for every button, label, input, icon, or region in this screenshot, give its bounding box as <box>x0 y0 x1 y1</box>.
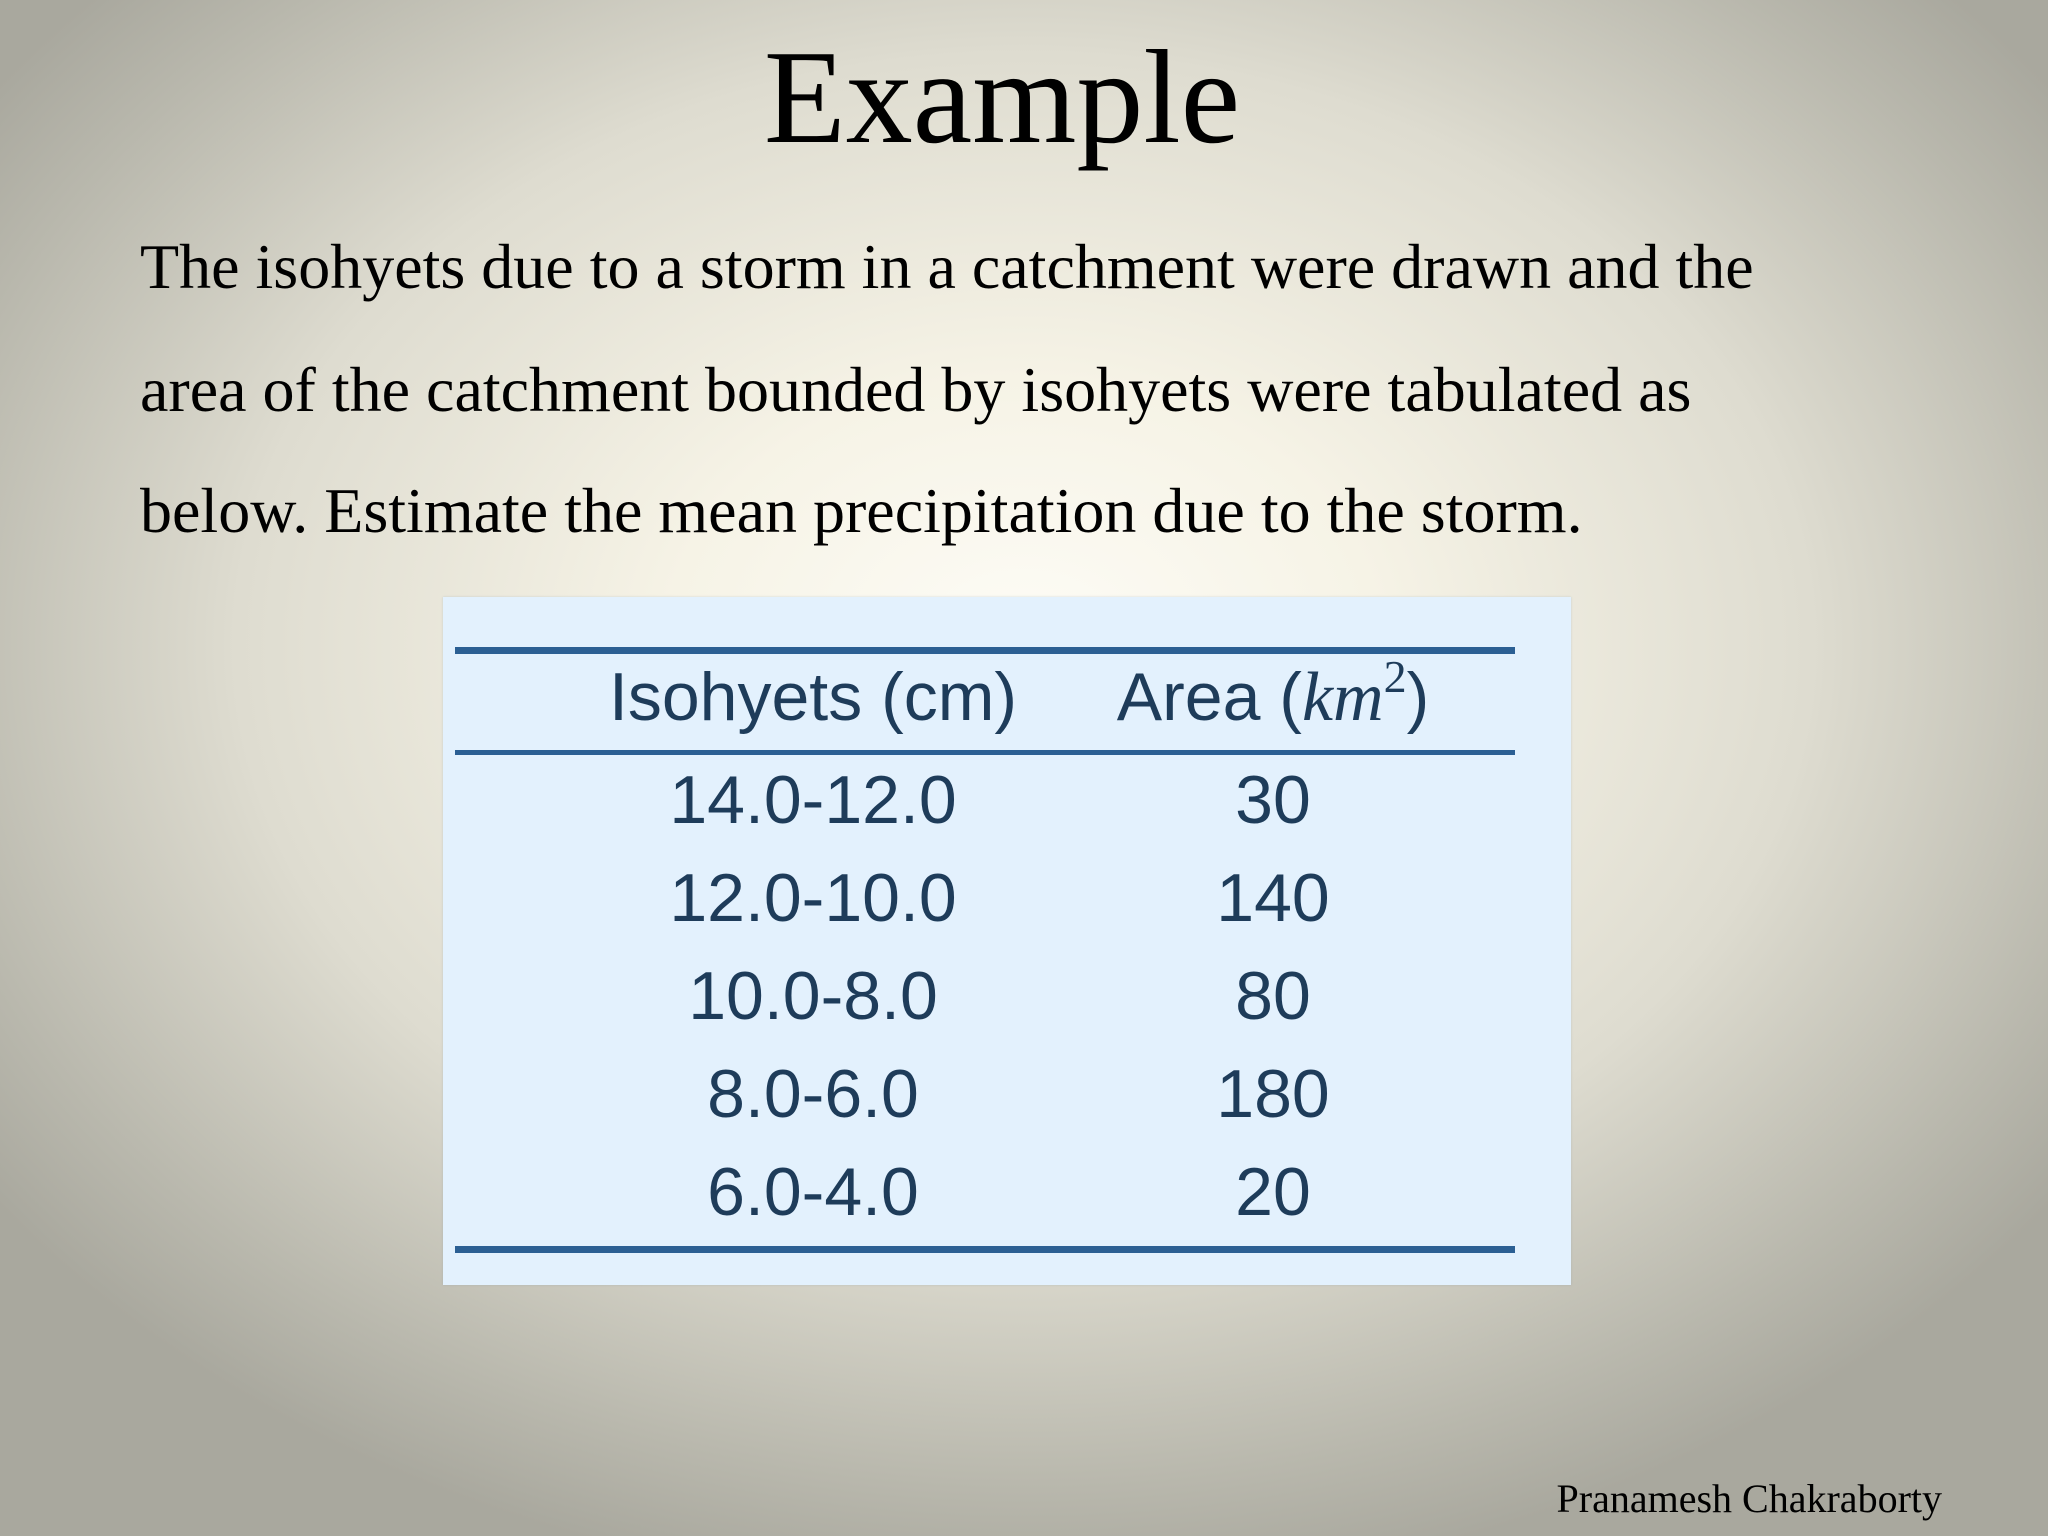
problem-text-line-3: below. Estimate the mean precipitation due to the storm. <box>140 475 1583 546</box>
table-header-rule <box>455 750 1515 755</box>
area-header-suffix: ) <box>1406 659 1430 735</box>
isohyets-cell: 12.0-10.0 <box>669 860 957 936</box>
area-cell: 80 <box>1235 958 1311 1034</box>
column-header-isohyets: Isohyets (cm) <box>608 659 1018 735</box>
isohyet-area-table <box>443 597 1571 1285</box>
table-top-rule <box>455 647 1515 654</box>
problem-text-line-1: The isohyets due to a storm in a catchment were drawn and the <box>140 231 1754 302</box>
area-cell: 30 <box>1235 762 1311 838</box>
author-credit: Pranamesh Chakraborty <box>1556 1476 1942 1521</box>
slide-title: Example <box>763 23 1241 171</box>
area-cell: 180 <box>1216 1056 1330 1132</box>
problem-text-line-2: area of the catchment bounded by isohyets were tabulated as <box>140 354 1692 425</box>
isohyets-cell: 14.0-12.0 <box>669 762 957 838</box>
area-unit: km <box>1301 659 1384 736</box>
column-header-area <box>1053 651 1493 745</box>
isohyets-cell: 10.0-8.0 <box>688 958 938 1034</box>
isohyets-cell: 6.0-4.0 <box>707 1154 919 1230</box>
area-cell: 140 <box>1216 860 1330 936</box>
area-unit-exponent: 2 <box>1383 651 1407 702</box>
area-cell: 20 <box>1235 1154 1311 1230</box>
isohyets-cell: 8.0-6.0 <box>707 1056 919 1132</box>
table-bottom-rule <box>455 1246 1515 1253</box>
area-header-prefix: Area ( <box>1116 659 1302 735</box>
